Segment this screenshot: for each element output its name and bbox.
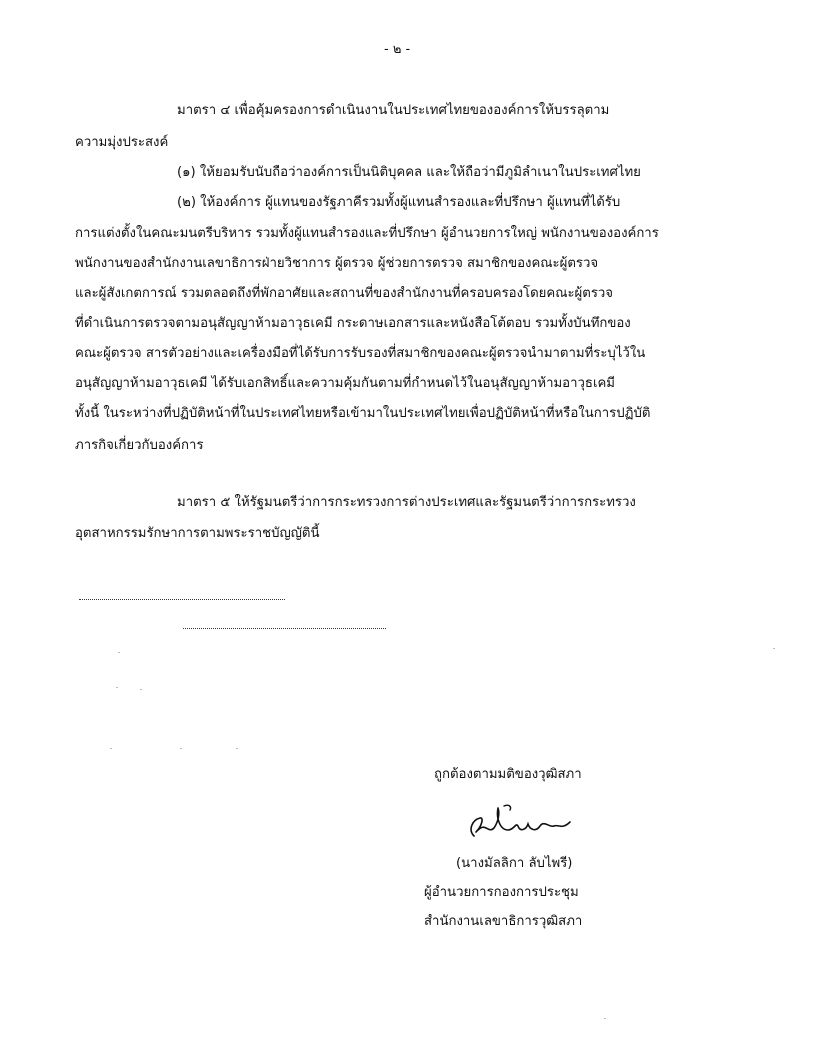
section-4-heading: มาตรา ๔ เพื่อคุ้มครองการดำเนินงานในประเทศไทยขององค์การให้บรรลุตาม — [177, 103, 610, 118]
section-5-heading-continued: อุตสาหกรรมรักษาการตามพระราชบัญญัตินี้ — [75, 526, 320, 541]
section-4-item-2-line: (๒) ให้องค์การ ผู้แทนของรัฐภาคีรวมทั้งผู้แทนสำรองและที่ปรึกษา ผู้แทนที่ได้รับ — [177, 195, 621, 210]
signer-title: ผู้อำนวยการกองการประชุม — [424, 885, 579, 900]
page-number: - ๒ - — [384, 42, 411, 57]
certification-statement: ถูกต้องตามมติของวุฒิสภา — [434, 767, 582, 782]
section-4-item-2-line: ที่ดำเนินการตรวจตามอนุสัญญาห้ามอาวุธเคมี กระดาษเอกสารและหนังสือโต้ตอบ รวมทั้งบันทึกของ — [75, 316, 631, 331]
section-4-item-2-line: ทั้งนี้ ในระหว่างที่ปฏิบัติหน้าที่ในประเทศไทยหรือเข้ามาในประเทศไทยเพื่อปฏิบัติหน้าที่หรือในการปฏิบัติ — [75, 406, 651, 421]
scan-speck — [110, 748, 112, 749]
scan-speck — [236, 748, 238, 749]
scan-speck — [180, 748, 182, 749]
section-4-item-1: (๑) ให้ยอมรับนับถือว่าองค์การเป็นนิติบุคคล และให้ถือว่ามีภูมิลำเนาในประเทศไทย — [177, 165, 641, 180]
scan-speck — [140, 689, 142, 690]
section-4-item-2-line: และผู้สังเกตการณ์ รวมตลอดถึงที่พักอาศัยและสถานที่ของสำนักงานที่ครอบครองโดยคณะผู้ตรวจ — [75, 286, 614, 301]
section-4-item-2-line: การแต่งตั้งในคณะมนตรีบริหาร รวมทั้งผู้แทนสำรองและที่ปรึกษา ผู้อำนวยการใหญ่ พนักงานขององค์การ — [75, 226, 659, 241]
signer-name: (นางมัลลิกา ลับไพรี) — [456, 856, 573, 871]
section-4-item-2-line: พนักงานของสำนักงานเลขาธิการฝ่ายวิชาการ ผู้ตรวจ ผู้ช่วยการตรวจ สมาชิกของคณะผู้ตรวจ — [75, 256, 599, 271]
scan-speck — [116, 687, 118, 688]
dotted-line — [79, 599, 285, 600]
handwritten-signature — [458, 800, 578, 850]
section-4-item-2-line: คณะผู้ตรวจ สารตัวอย่างและเครื่องมือที่ได้รับการรับรองที่สมาชิกของคณะผู้ตรวจนำมาตามที่ระบุไว้ใน — [75, 346, 646, 361]
section-4-heading-continued: ความมุ่งประสงค์ — [75, 135, 169, 150]
scan-speck — [604, 1018, 606, 1019]
dotted-line — [183, 628, 386, 629]
office-name: สำนักงานเลขาธิการวุฒิสภา — [424, 914, 583, 929]
section-4-item-2-line: อนุสัญญาห้ามอาวุธเคมี ได้รับเอกสิทธิ์และความคุ้มกันตามที่กำหนดไว้ในอนุสัญญาห้ามอาวุธเคมี — [75, 376, 615, 391]
section-4-item-2-line: ภารกิจเกี่ยวกับองค์การ — [75, 438, 204, 453]
section-5-heading: มาตรา ๕ ให้รัฐมนตรีว่าการกระทรวงการต่างประเทศและรัฐมนตรีว่าการกระทรวง — [177, 495, 636, 510]
scan-speck — [773, 648, 775, 649]
scan-speck — [118, 652, 120, 653]
